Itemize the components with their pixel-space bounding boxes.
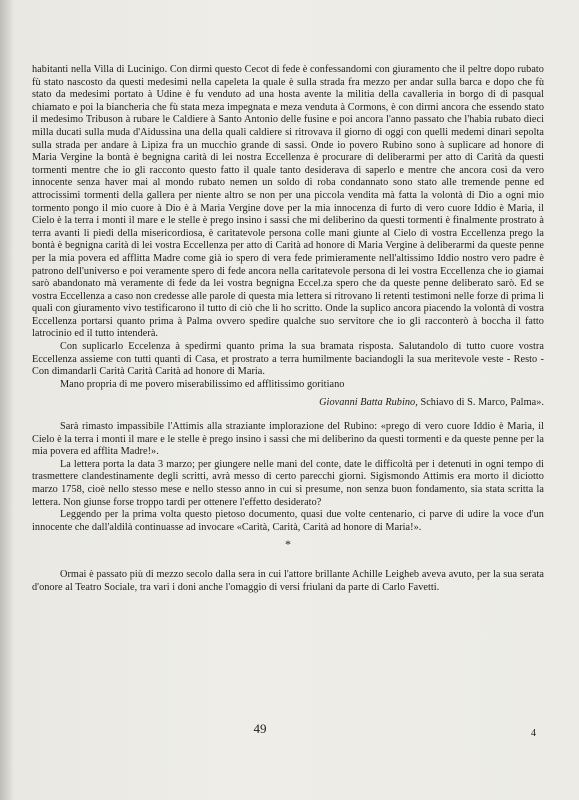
commentary-paragraph-2: La lettera porta la data 3 marzo; per giungere nelle mani del conte, date le difficoltà per i detenuti in ogni tempo di trasmettere clandestinamente degli scritti, avrà messo di certo parecchi giorni. Sigismondo Attimis era morto il diciotto marzo 1758, cioè nello stesso mese e nello stesso anno in cui si presume, non senza buon fondamento, sia stata scritta la lettera. Non giunse forse troppo tardi per ottenere l'effetto desiderato? — [32, 458, 544, 508]
letter-paragraph-1: habitanti nella Villa di Lucinigo. Con dirmi questo Cecot di fede è confessandomi con giuramento che il peltre dopo rubato fù stato nascosto da questi medesimi nella capeleta la quale è sulla strada fra mezzo per andar sulla barca e dopo che fù stato da medesimi portato à Udine è fu venduto ad una hosta avente la militia della cavalleria in borgo di di pasqual chiamato e poi la biancheria che fù stata meza impegnata e meza venduta à Cormons, è con dirmi ancora che essendo stato il medesimo Tribuson à rubare le Caldiere à Santo Antonio delle fusine e poi ancora l'anno passato che l'habia rubato dieci milla ducati sulla muda d'Aidussina una della quali caldiere si ritrovava il giorno di oggi con quelli medemi dinari sepolta sulla strada per andare à Lipiza fra un mucchio grande di sassi. Onde io povero Rubino sono à suplicare ad honore di Maria Vergine la bontà è begnigna carità di lei nostra Eccellenza è procurare di deliberarmi per atto di Carità da questi tormenti mentre che io gli racconto questo fatto il quale tanto desiderava di saperlo e mentre che ancora così da vero innocente senza haver mai al mondo rubato nemen un soldo di roba condannato sono stato alle tremende penne ed attrocissimi tormenti della gallera per niente altro se non per una piccola vendita mà fatta la volontà di Dio a ogni mio tormento pongo il mio cuore à Dio è à Maria Vergine dove per la mia innocenza di furto di vero cuore Iddio è Maria, il Cielo è la terra i monti il mare e le stelle è prego insino i sassi che mi deliberino da questi tormenti è finalmente prostrato à terra avanti li piedi della misericordiosa, è caritatevole persona colle mani giunte al Cielo di vostra Eccellenza prego la bontà è begnigna carità di lei vostra Eccellenza per atto di Carità ad honore di Maria Vergine à deliberarmi da queste penne per la mia povera ed afflitta Madre come già io spero di vera fede primieramente nell'altissimo Iddio nostro vero padre è patrono dell'universo e poi veramente spero di fede ancora nella caritatevole persona di lei vostra Eccellenza che io giamai sarò abandonato mà veramente di fede da lei vostra begnigna Eccel.za spero che da queste penne deliberato sarò. Ed se vostra Eccellenza a caso non credesse alle parole di questa mia lettera si ritrovano li retenti testimoni nelle forze di prima li quali con giuramento vivo testificarono il tutto di ciò che li ho scritto. Onde la suplico ancora piacendo la volontà di vostra Eccellenza portarsi quanto prima à Palma ovvero spedire qualche suo servitore che io gli racconterò à boccha il fatto latrocinio ed il tutto intenderà. — [32, 64, 544, 340]
new-section-paragraph: Ormai è passato più di mezzo secolo dalla sera in cui l'attore brillante Achille Leigheb aveva avuto, per la sua serata d'onore al Teatro Sociale, tra vari i doni anche l'omaggio di versi friulani da parte di Carlo Favetti. — [32, 568, 544, 593]
letter-paragraph-2: Con suplicarlo Eccelenza à spedirmi quanto prima la sua bramata risposta. Salutandolo di tutto cuore vostra Eccellenza assieme con tutti quanti di Casa, et prostrato a terra humilmente baciandogli la sua meritevole veste - Resto - Con dimandarli Carità Carità Carità ad honore di Maria. — [32, 341, 544, 378]
signature-name: Giovanni Batta Rubino, — [319, 397, 418, 409]
body-text — [32, 64, 544, 594]
commentary-paragraph-3: Leggendo per la prima volta questo pietoso documento, quasi due volte centenario, ci parve di udire la voce d'un innocente che dall'aldilà continuasse ad invocare «Carità, Carità, Carità ad honore di Maria!». — [32, 509, 544, 533]
page-number: 49 — [253, 721, 267, 736]
letter-closing: Mano propria di me povero miserabilissimo ed afflitissimo goritiano — [60, 378, 345, 390]
signature-line — [32, 397, 544, 410]
signature-title: Schiavo di S. Marco, Palma». — [417, 397, 544, 409]
commentary-paragraph-1: Sarà rimasto impassibile l'Attimis alla straziante implorazione del Rubino: «prego di vero cuore Iddio è Maria, il Cielo è la terra i monti il mare e le stelle è prego insino i sassi che mi deliberino da questi tormenti e da queste penne per la mia povera ed afflita Madre!». — [32, 421, 544, 458]
section-separator: * — [284, 537, 292, 552]
sheet-number: 4 — [531, 728, 536, 739]
